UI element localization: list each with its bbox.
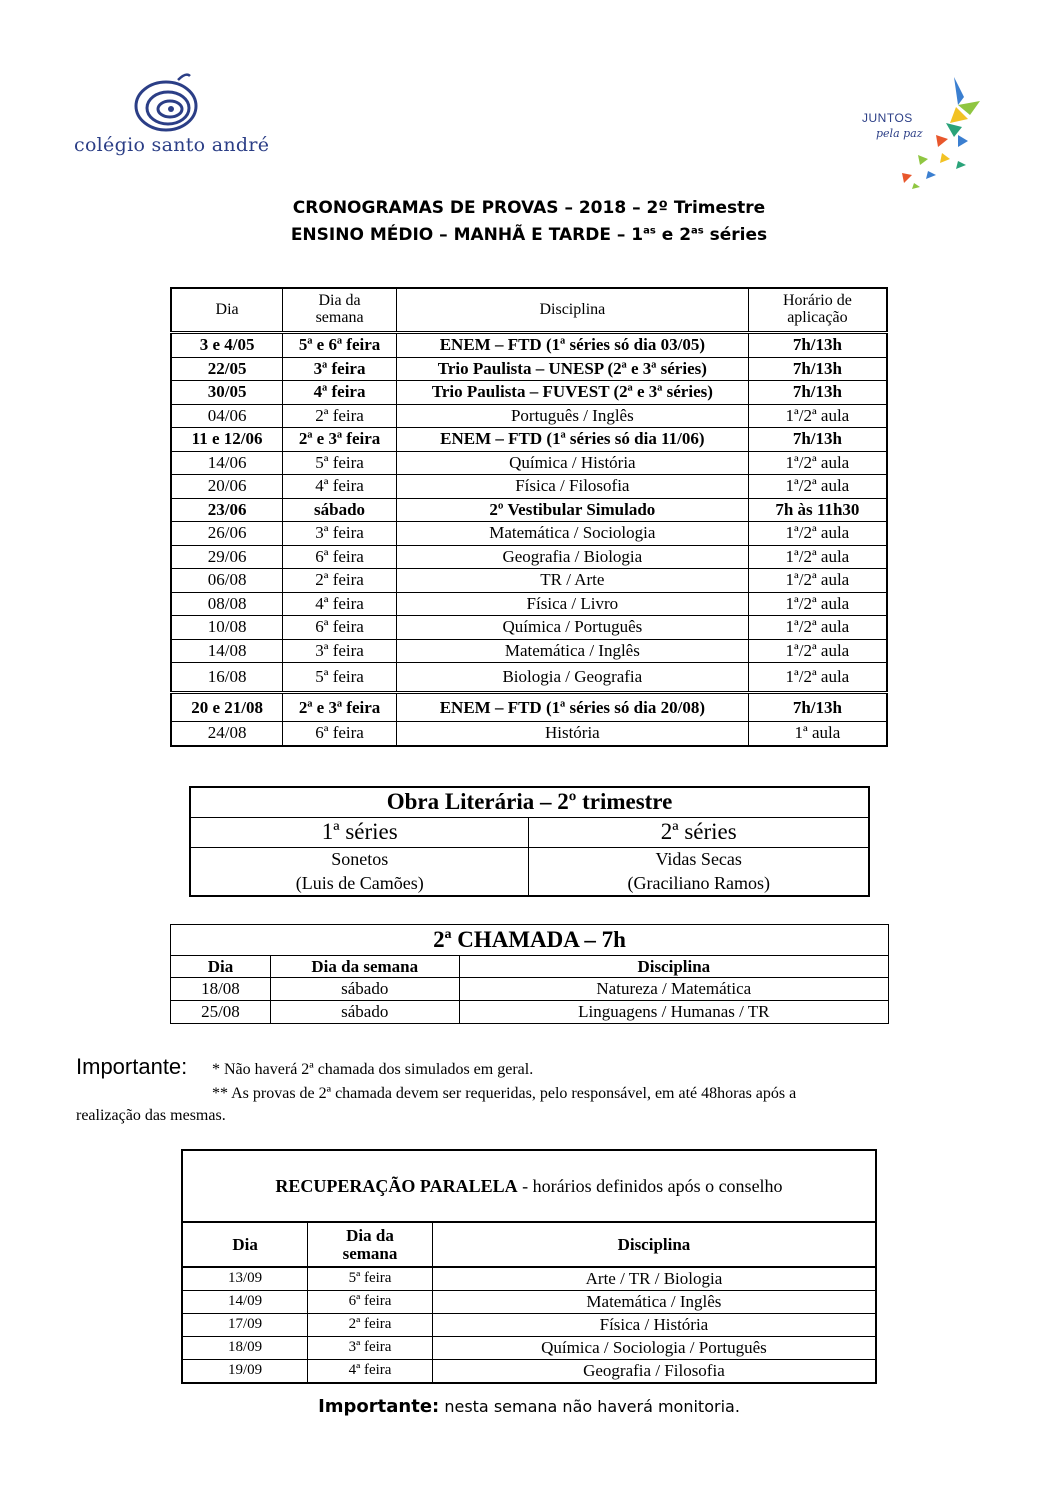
- cell-horario: 1ª/2ª aula: [748, 545, 887, 569]
- cell-semana: sábado: [283, 498, 397, 522]
- table-row: [171, 404, 887, 428]
- cell-semana: 3ª feira: [283, 357, 397, 381]
- cell-horario: 7h/13h: [748, 333, 887, 358]
- cell-dia: 06/08: [171, 569, 283, 593]
- cell-horario: 1ª/2ª aula: [748, 569, 887, 593]
- cell-semana: 6ª feira: [308, 1291, 433, 1314]
- header-horario-l1: Horário de: [782, 292, 852, 310]
- cell-horario: 1ª aula: [748, 722, 887, 746]
- table-row: [182, 1314, 876, 1337]
- cell-disciplina: Química / Português: [396, 616, 748, 640]
- work-1-title: Sonetos: [331, 849, 389, 870]
- literary-header-row: [190, 818, 869, 848]
- cell-disciplina: Trio Paulista – UNESP (2ª e 3ª séries): [396, 357, 748, 381]
- recovery-header-row: [182, 1222, 876, 1267]
- literary-work-table: [189, 786, 870, 897]
- cell-dia: 16/08: [171, 663, 283, 693]
- second-call-table: [170, 924, 889, 1024]
- header-semana: [308, 1222, 433, 1267]
- cell-dia: 26/06: [171, 522, 283, 546]
- title-line-1: CRONOGRAMAS DE PROVAS – 2018 – 2º Trimestre: [292, 198, 766, 218]
- header-dia-semana-l1: Dia da: [318, 292, 361, 310]
- cell-horario: 7h/13h: [748, 381, 887, 405]
- cell-horario: 1ª/2ª aula: [748, 475, 887, 499]
- literary-head-2: 2ª séries: [529, 818, 869, 848]
- cell-horario: 1ª/2ª aula: [748, 522, 887, 546]
- table-row: [171, 381, 887, 405]
- header-disciplina: Disciplina: [396, 288, 748, 333]
- cell-dia: 14/08: [171, 639, 283, 663]
- second-call-title: 2ª CHAMADA – 7h: [171, 925, 889, 956]
- cell-horario: 7h/13h: [748, 357, 887, 381]
- cell-dia: 10/08: [171, 616, 283, 640]
- table-row: [182, 1291, 876, 1314]
- table-row: [171, 722, 887, 746]
- literary-title: Obra Literária – 2º trimestre: [190, 787, 869, 818]
- table-row: [171, 498, 887, 522]
- cell-semana: 2ª feira: [283, 569, 397, 593]
- subtitle-end: séries: [703, 225, 768, 245]
- cell-disciplina: Português / Inglês: [396, 404, 748, 428]
- literary-head-1: 1ª séries: [190, 818, 529, 848]
- cell-dia: 13/09: [182, 1267, 308, 1291]
- table-row: [182, 1267, 876, 1291]
- cell-dia: 19/09: [182, 1360, 308, 1384]
- cell-dia: 18/09: [182, 1337, 308, 1360]
- table-row: [171, 357, 887, 381]
- campaign-logo: [858, 75, 988, 195]
- cell-semana: 4ª feira: [283, 475, 397, 499]
- slogan-juntos: JUNTOS: [862, 111, 913, 125]
- header-dia: Dia: [182, 1222, 308, 1267]
- cell-semana: 3ª feira: [308, 1337, 433, 1360]
- work-2-title: Vidas Secas: [655, 849, 742, 870]
- note-2: ** As provas de 2ª chamada devem ser requeridas, pelo responsável, em até 48horas após a: [212, 1085, 797, 1102]
- header-dia: Dia: [171, 956, 271, 978]
- literary-title-row: [190, 787, 869, 818]
- cell-dia: 20/06: [171, 475, 283, 499]
- cell-disciplina: Matemática / Sociologia: [396, 522, 748, 546]
- work-1-author: (Luis de Camões): [295, 872, 424, 893]
- literary-work-2: [529, 848, 869, 897]
- document-subtitle: [0, 225, 1058, 245]
- cell-dia: 14/09: [182, 1291, 308, 1314]
- spiral-logo-icon: [74, 68, 264, 138]
- cell-disciplina: Arte / TR / Biologia: [432, 1267, 876, 1291]
- work-2-author: (Graciliano Ramos): [627, 872, 770, 893]
- cell-semana: 4ª feira: [308, 1360, 433, 1384]
- cell-disciplina: 2º Vestibular Simulado: [396, 498, 748, 522]
- cell-dia: 04/06: [171, 404, 283, 428]
- document-title: [0, 198, 1058, 218]
- cell-semana: 4ª feira: [283, 381, 397, 405]
- cell-semana: 5ª feira: [308, 1267, 433, 1291]
- cell-disciplina: Química / Sociologia / Português: [432, 1337, 876, 1360]
- table-header-row: [171, 288, 887, 333]
- important-label-text: Importante: [76, 1054, 182, 1079]
- cell-semana: sábado: [270, 978, 459, 1001]
- recovery-title-rest: - horários definidos após o conselho: [517, 1175, 783, 1196]
- header-dia-semana-l2: semana: [315, 309, 364, 326]
- cell-disciplina: Matemática / Inglês: [396, 639, 748, 663]
- cell-horario: 1ª/2ª aula: [748, 404, 887, 428]
- cell-disciplina: História: [396, 722, 748, 746]
- subtitle-main: ENSINO MÉDIO – MANHÃ E TARDE – 1: [290, 225, 644, 245]
- cell-dia: 14/06: [171, 451, 283, 475]
- second-call-title-row: [171, 925, 889, 956]
- cell-horario: 1ª/2ª aula: [748, 639, 887, 663]
- header-disciplina: Disciplina: [432, 1222, 876, 1267]
- cell-disciplina: TR / Arte: [396, 569, 748, 593]
- cell-disciplina: Matemática / Inglês: [432, 1291, 876, 1314]
- table-row: [182, 1337, 876, 1360]
- cell-semana: 5ª feira: [283, 663, 397, 693]
- table-row: [171, 693, 887, 722]
- header-semana-l1: Dia da: [346, 1225, 394, 1245]
- cell-dia: 25/08: [171, 1001, 271, 1024]
- recovery-title: [182, 1150, 876, 1222]
- cell-semana: 6ª feira: [283, 545, 397, 569]
- table-row: [171, 475, 887, 499]
- header-semana: Dia da semana: [270, 956, 459, 978]
- table-row: [171, 451, 887, 475]
- cell-semana: 4ª feira: [283, 592, 397, 616]
- subtitle-mid: e 2: [655, 225, 692, 245]
- recovery-table: [181, 1149, 877, 1384]
- cell-dia: 22/05: [171, 357, 283, 381]
- cell-horario: 7h/13h: [748, 428, 887, 452]
- cell-semana: 5ª feira: [283, 451, 397, 475]
- footer-text: nesta semana não haverá monitoria.: [439, 1397, 740, 1416]
- cell-semana: 6ª feira: [283, 722, 397, 746]
- cell-disciplina: Química / História: [396, 451, 748, 475]
- subtitle-sup-1: as: [643, 225, 656, 237]
- header-horario: [748, 288, 887, 333]
- cell-semana: 2ª e 3ª feira: [283, 693, 397, 722]
- cell-dia: 3 e 4/05: [171, 333, 283, 358]
- table-row: [171, 1001, 889, 1024]
- cell-semana: 2ª feira: [283, 404, 397, 428]
- important-label: [76, 1054, 187, 1080]
- cell-semana: 6ª feira: [283, 616, 397, 640]
- literary-work-1: [190, 848, 529, 897]
- table-row: [171, 616, 887, 640]
- header-dia-semana: [283, 288, 397, 333]
- cell-disciplina: Geografia / Biologia: [396, 545, 748, 569]
- header-semana-l2: semana: [342, 1243, 398, 1263]
- footer-note: [0, 1396, 1058, 1417]
- cell-disciplina: ENEM – FTD (1ª séries só dia 03/05): [396, 333, 748, 358]
- cell-dia: 18/08: [171, 978, 271, 1001]
- cell-semana: 2ª e 3ª feira: [283, 428, 397, 452]
- recovery-title-row: [182, 1150, 876, 1222]
- cell-dia: 24/08: [171, 722, 283, 746]
- header-disciplina: Disciplina: [459, 956, 888, 978]
- header-dia: Dia: [171, 288, 283, 333]
- note-3: realização das mesmas.: [76, 1107, 226, 1124]
- note-1: * Não haverá 2ª chamada dos simulados em geral.: [212, 1061, 534, 1078]
- cell-dia: 29/06: [171, 545, 283, 569]
- cell-disciplina: Física / Filosofia: [396, 475, 748, 499]
- table-row: [171, 545, 887, 569]
- cell-semana: 3ª feira: [283, 639, 397, 663]
- cell-disciplina: Trio Paulista – FUVEST (2ª e 3ª séries): [396, 381, 748, 405]
- cell-semana: 5ª e 6ª feira: [283, 333, 397, 358]
- cell-dia: 08/08: [171, 592, 283, 616]
- cell-disciplina: Biologia / Geografia: [396, 663, 748, 693]
- table-row: [171, 663, 887, 693]
- cell-disciplina: ENEM – FTD (1ª séries só dia 20/08): [396, 693, 748, 722]
- table-row: [171, 569, 887, 593]
- cell-horario: 1ª/2ª aula: [748, 616, 887, 640]
- literary-content-row: [190, 848, 869, 897]
- cell-dia: 23/06: [171, 498, 283, 522]
- cell-semana: 3ª feira: [283, 522, 397, 546]
- second-call-header-row: [171, 956, 889, 978]
- cell-disciplina: Natureza / Matemática: [459, 978, 888, 1001]
- table-row: [171, 333, 887, 358]
- exam-schedule-table: [170, 287, 888, 747]
- cell-dia: 17/09: [182, 1314, 308, 1337]
- cell-disciplina: Linguagens / Humanas / TR: [459, 1001, 888, 1024]
- table-row: [171, 522, 887, 546]
- cell-dia: 30/05: [171, 381, 283, 405]
- important-colon: :: [181, 1054, 188, 1079]
- cell-disciplina: ENEM – FTD (1ª séries só dia 11/06): [396, 428, 748, 452]
- cell-horario: 7h/13h: [748, 693, 887, 722]
- cell-horario: 1ª/2ª aula: [748, 592, 887, 616]
- cell-horario: 1ª/2ª aula: [748, 451, 887, 475]
- cell-disciplina: Geografia / Filosofia: [432, 1360, 876, 1384]
- table-row: [171, 978, 889, 1001]
- cell-semana: sábado: [270, 1001, 459, 1024]
- table-row: [182, 1360, 876, 1384]
- subtitle-sup-2: as: [691, 225, 704, 237]
- footer-label: Importante:: [318, 1396, 440, 1417]
- recovery-title-bold: RECUPERAÇÃO PARALELA: [275, 1175, 518, 1196]
- cell-disciplina: Física / História: [432, 1314, 876, 1337]
- slogan-pela-paz: pela paz: [876, 127, 923, 140]
- cell-dia: 11 e 12/06: [171, 428, 283, 452]
- school-name: colégio santo andré: [74, 134, 270, 156]
- cell-semana: 2ª feira: [308, 1314, 433, 1337]
- school-logo: [74, 68, 270, 168]
- table-row: [171, 592, 887, 616]
- table-row: [171, 428, 887, 452]
- cell-disciplina: Física / Livro: [396, 592, 748, 616]
- cell-horario: 1ª/2ª aula: [748, 663, 887, 693]
- cell-horario: 7h às 11h30: [748, 498, 887, 522]
- table-row: [171, 639, 887, 663]
- header-horario-l2: aplicação: [787, 309, 848, 326]
- cell-dia: 20 e 21/08: [171, 693, 283, 722]
